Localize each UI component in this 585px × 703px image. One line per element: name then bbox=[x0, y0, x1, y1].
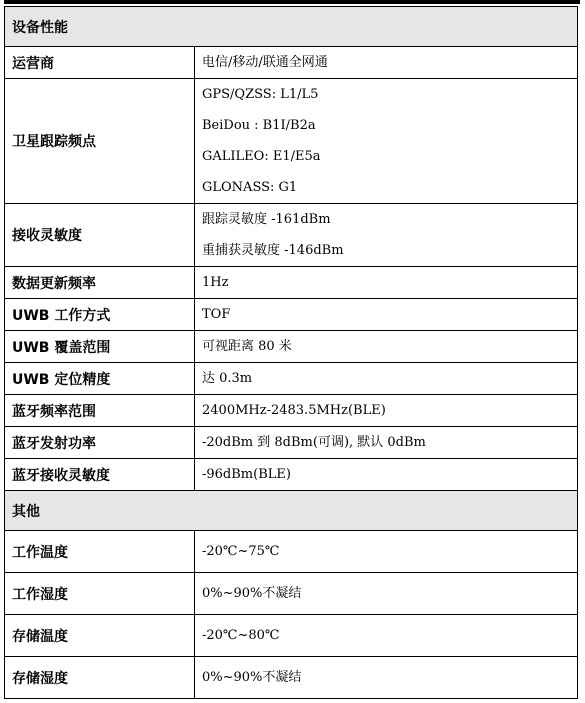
row-value: GPS/QZSS: L1/L5 BeiDou : B1I/B2a GALILEO: E1/E5a GLONASS: G1 bbox=[195, 79, 578, 204]
section-title: 其他 bbox=[5, 491, 578, 531]
row-label: 工作湿度 bbox=[5, 573, 195, 615]
row-label: UWB 工作方式 bbox=[5, 299, 195, 331]
row-value: 0%~90%不凝结 bbox=[195, 573, 578, 615]
row-value: -20℃~80℃ bbox=[195, 615, 578, 657]
table-row bbox=[5, 331, 578, 363]
table-row bbox=[5, 427, 578, 459]
row-label: 蓝牙发射功率 bbox=[5, 427, 195, 459]
row-label: 接收灵敏度 bbox=[5, 204, 195, 267]
row-value: 2400MHz-2483.5MHz(BLE) bbox=[195, 395, 578, 427]
table-row bbox=[5, 47, 578, 79]
section-header-other bbox=[5, 491, 578, 531]
table-row bbox=[5, 615, 578, 657]
row-value: 达 0.3m bbox=[195, 363, 578, 395]
table-row bbox=[5, 459, 578, 491]
row-label: UWB 覆盖范围 bbox=[5, 331, 195, 363]
row-label: 卫星跟踪频点 bbox=[5, 79, 195, 204]
row-value: 跟踪灵敏度 -161dBm 重捕获灵敏度 -146dBm bbox=[195, 204, 578, 267]
section-header-device-performance bbox=[5, 7, 578, 47]
row-label: 蓝牙频率范围 bbox=[5, 395, 195, 427]
row-value: 可视距离 80 米 bbox=[195, 331, 578, 363]
table-row bbox=[5, 395, 578, 427]
section-title: 设备性能 bbox=[5, 7, 578, 47]
table-row bbox=[5, 657, 578, 699]
row-label: 数据更新频率 bbox=[5, 267, 195, 299]
row-label: 存储湿度 bbox=[5, 657, 195, 699]
table-row bbox=[5, 204, 578, 267]
row-value: -96dBm(BLE) bbox=[195, 459, 578, 491]
table-row bbox=[5, 531, 578, 573]
row-label: 蓝牙接收灵敏度 bbox=[5, 459, 195, 491]
row-value: 电信/移动/联通全网通 bbox=[195, 47, 578, 79]
row-value: -20℃~75℃ bbox=[195, 531, 578, 573]
row-value: TOF bbox=[195, 299, 578, 331]
top-rule bbox=[4, 0, 580, 4]
spec-table bbox=[4, 6, 578, 699]
row-value: 0%~90%不凝结 bbox=[195, 657, 578, 699]
row-value: 1Hz bbox=[195, 267, 578, 299]
table-row bbox=[5, 573, 578, 615]
row-value: -20dBm 到 8dBm(可调), 默认 0dBm bbox=[195, 427, 578, 459]
table-row bbox=[5, 79, 578, 204]
row-label: 存储温度 bbox=[5, 615, 195, 657]
row-label: 工作温度 bbox=[5, 531, 195, 573]
table-row bbox=[5, 299, 578, 331]
row-label: 运营商 bbox=[5, 47, 195, 79]
table-row bbox=[5, 363, 578, 395]
table-row bbox=[5, 267, 578, 299]
row-label: UWB 定位精度 bbox=[5, 363, 195, 395]
